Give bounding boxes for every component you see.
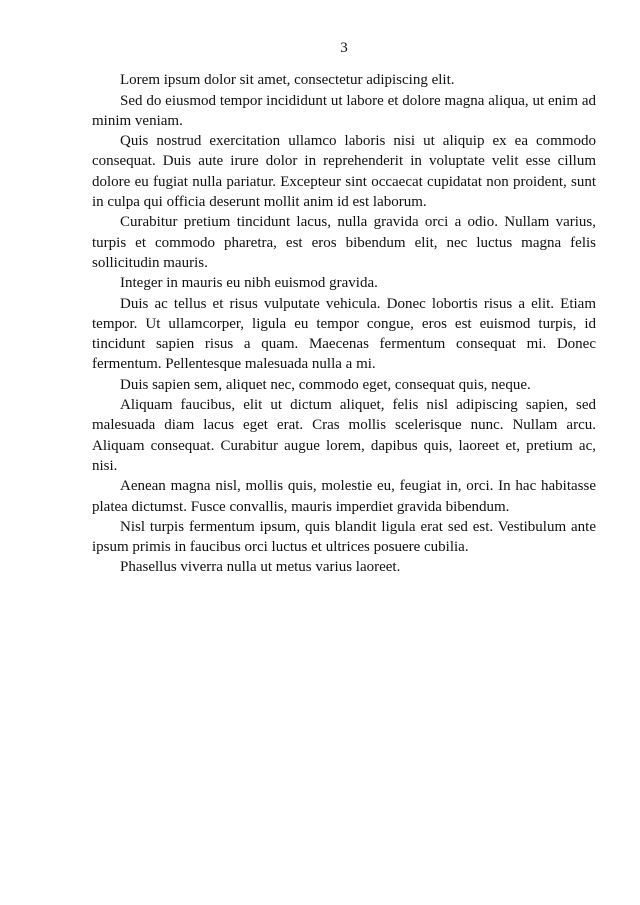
- paragraph: Nisl turpis fermentum ipsum, quis blandit ligula erat sed est. Vestibulum ante ipsum primis in faucibus orci luctus et ultrices posuere cubilia.: [92, 518, 596, 556]
- page-number: 3: [340, 40, 348, 56]
- paragraph: Duis ac tellus et risus vulputate vehicula. Donec lobortis risus a elit. Etiam tempor. Ut ullamcorper, ligula eu tempor congue, eros est euismod turpis, id tincidunt sapien risus a quam. Maecenas fermentum consequat mi. Donec fermentum. Pellentesque malesuada nulla a mi.: [92, 295, 596, 373]
- paragraph: Duis sapien sem, aliquet nec, commodo eget, consequat quis, neque.: [120, 376, 531, 393]
- paragraph: Phasellus viverra nulla ut metus varius laoreet.: [120, 559, 401, 576]
- document-body: [92, 70, 596, 577]
- paragraph: Sed do eiusmod tempor incididunt ut labore et dolore magna aliqua, ut enim ad minim veniam.: [92, 92, 596, 129]
- paragraph: Quis nostrud exercitation ullamco laboris nisi ut aliquip ex ea commodo consequat. Duis aute irure dolor in reprehenderit in voluptate velit esse cillum dolore eu fugiat nulla pariatur. Excepteur sint occaecat cupidatat non proident, sunt in culpa qui officia deserunt mollit anim id est laborum.: [92, 133, 596, 211]
- paragraph: Aliquam faucibus, elit ut dictum aliquet, felis nisl adipiscing sapien, sed malesuada diam lacus eget erat. Cras mollis scelerisque nunc. Nullam arcu. Aliquam consequat. Curabitur augue lorem, dapibus quis, laoreet et, pretium ac, nisi.: [92, 397, 596, 474]
- paragraph: Lorem ipsum dolor sit amet, consectetur adipiscing elit.: [120, 72, 455, 89]
- paragraph: Curabitur pretium tincidunt lacus, nulla gravida orci a odio. Nullam varius, turpis et commodo pharetra, est eros bibendum elit, nec luctus magna felis sollicitudin mauris.: [92, 214, 596, 271]
- paragraph: Integer in mauris eu nibh euismod gravida.: [120, 275, 378, 292]
- paragraph: Aenean magna nisl, mollis quis, molestie eu, feugiat in, orci. In hac habitasse platea dictumst. Fusce convallis, mauris imperdiet gravida bibendum.: [92, 478, 596, 515]
